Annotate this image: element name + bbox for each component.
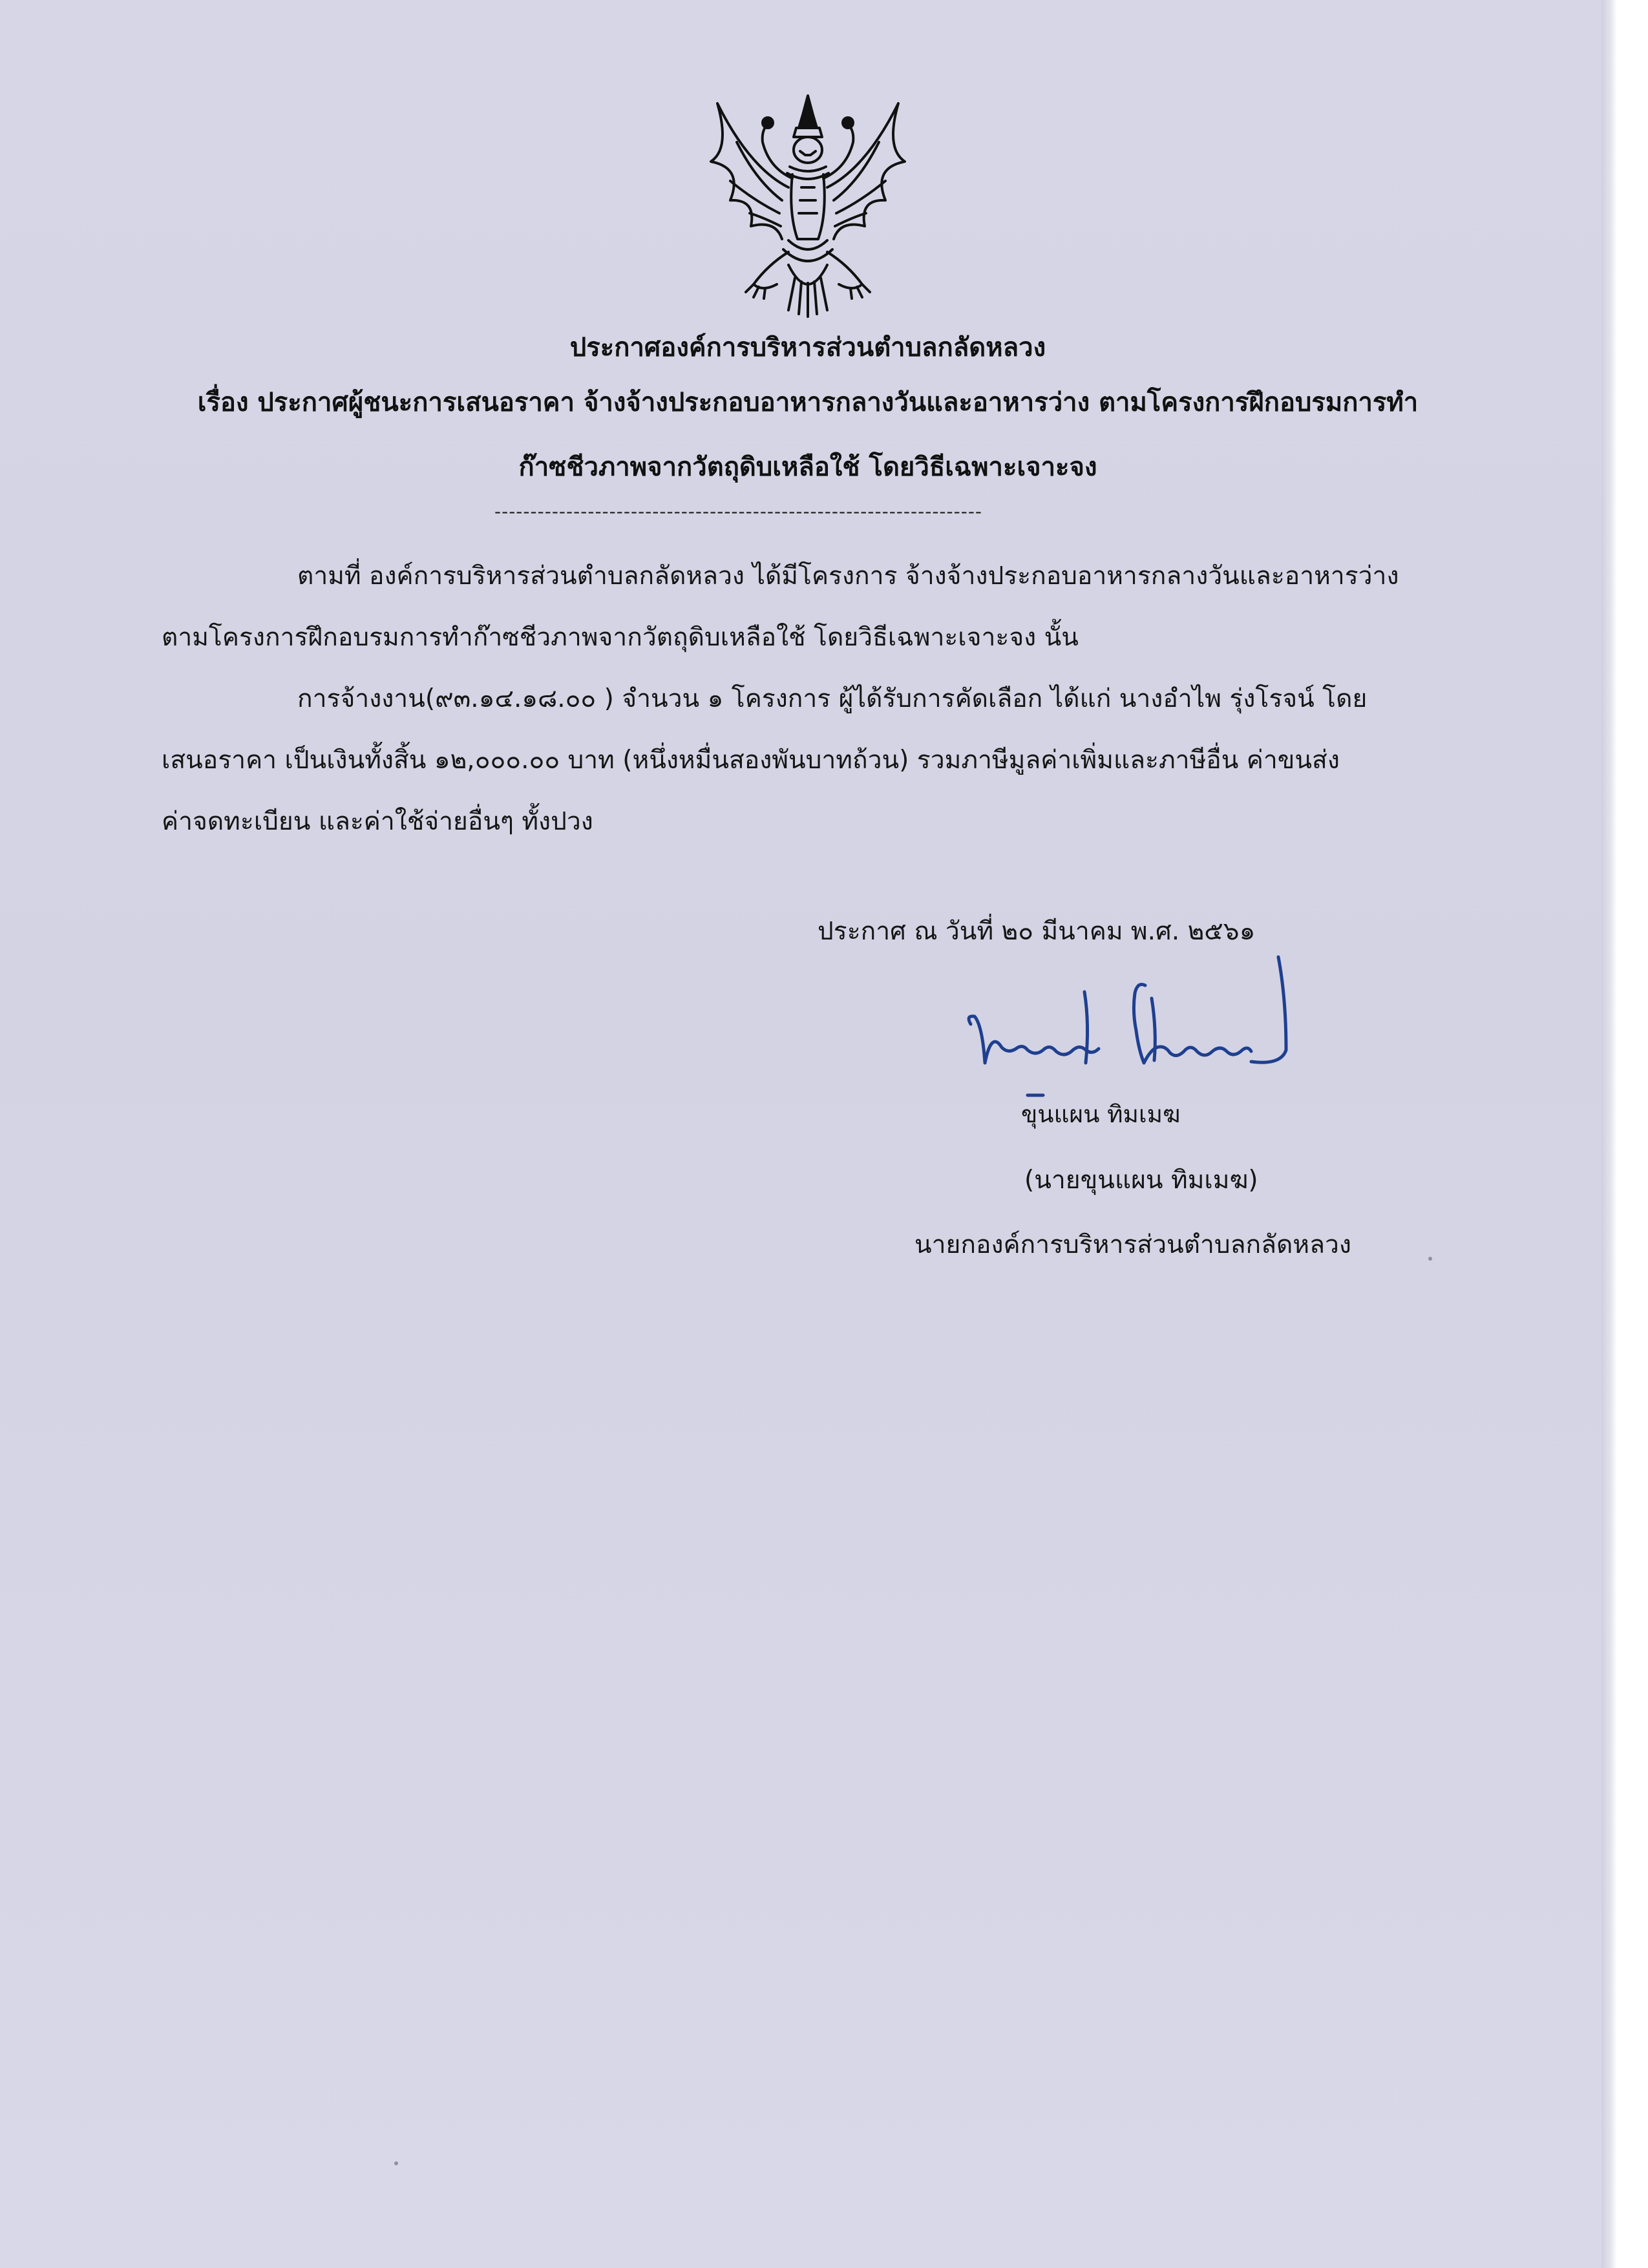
body-line-3: การจ้างงาน(๙๓.๑๔.๑๘.๐๐ ) จำนวน ๑ โครงการ ผู้ได้รับการคัดเลือก ได้แก่ นางอำไพ รุ่งโรจน์ โดย <box>297 684 1368 713</box>
garuda-emblem-icon <box>692 90 924 323</box>
subject-line-1: เรื่อง ประกาศผู้ชนะการเสนอราคา จ้างจ้างประกอบอาหารกลางวันและอาหารว่าง ตามโครงการฝึกอบรมการทำ <box>197 388 1419 417</box>
signer-name: (นายขุนแผน ทิมเมฆ) <box>1024 1166 1258 1195</box>
paper-speck <box>1428 1257 1432 1261</box>
body-line-2: ตามโครงการฝึกอบรมการทำก๊าซชีวภาพจากวัตถุดิบเหลือใช้ โดยวิธีเฉพาะเจาะจง นั้น <box>162 623 1079 652</box>
subject-line-2: ก๊าซชีวภาพจากวัตถุดิบเหลือใช้ โดยวิธีเฉพาะเจาะจง <box>518 452 1097 482</box>
signature-printed-name: ขุนแผน ทิมเมฆ <box>1021 1100 1181 1128</box>
handwritten-signature <box>963 953 1325 1102</box>
separator-line: -------------------------------------------------------------------- <box>494 501 983 522</box>
announcement-date: ประกาศ ณ วันที่ ๒๐ มีนาคม พ.ศ. ๒๕๖๑ <box>818 917 1256 946</box>
paper-speck <box>394 2161 398 2165</box>
body-line-5: ค่าจดทะเบียน และค่าใช้จ่ายอื่นๆ ทั้งปวง <box>162 807 593 836</box>
body-line-1: ตามที่ องค์การบริหารส่วนตำบลกลัดหลวง ได้มีโครงการ จ้างจ้างประกอบอาหารกลางวันและอาหารว่าง <box>297 562 1399 591</box>
signer-position: นายกองค์การบริหารส่วนตำบลกลัดหลวง <box>914 1230 1351 1259</box>
document-title: ประกาศองค์การบริหารส่วนตำบลกลัดหลวง <box>569 333 1046 362</box>
body-line-4: เสนอราคา เป็นเงินทั้งสิ้น ๑๒,๐๐๐.๐๐ บาท (หนึ่งหมื่นสองพันบาทถ้วน) รวมภาษีมูลค่าเพิ่มและภาษีอื่น ค่าขนส่ง <box>162 746 1340 775</box>
